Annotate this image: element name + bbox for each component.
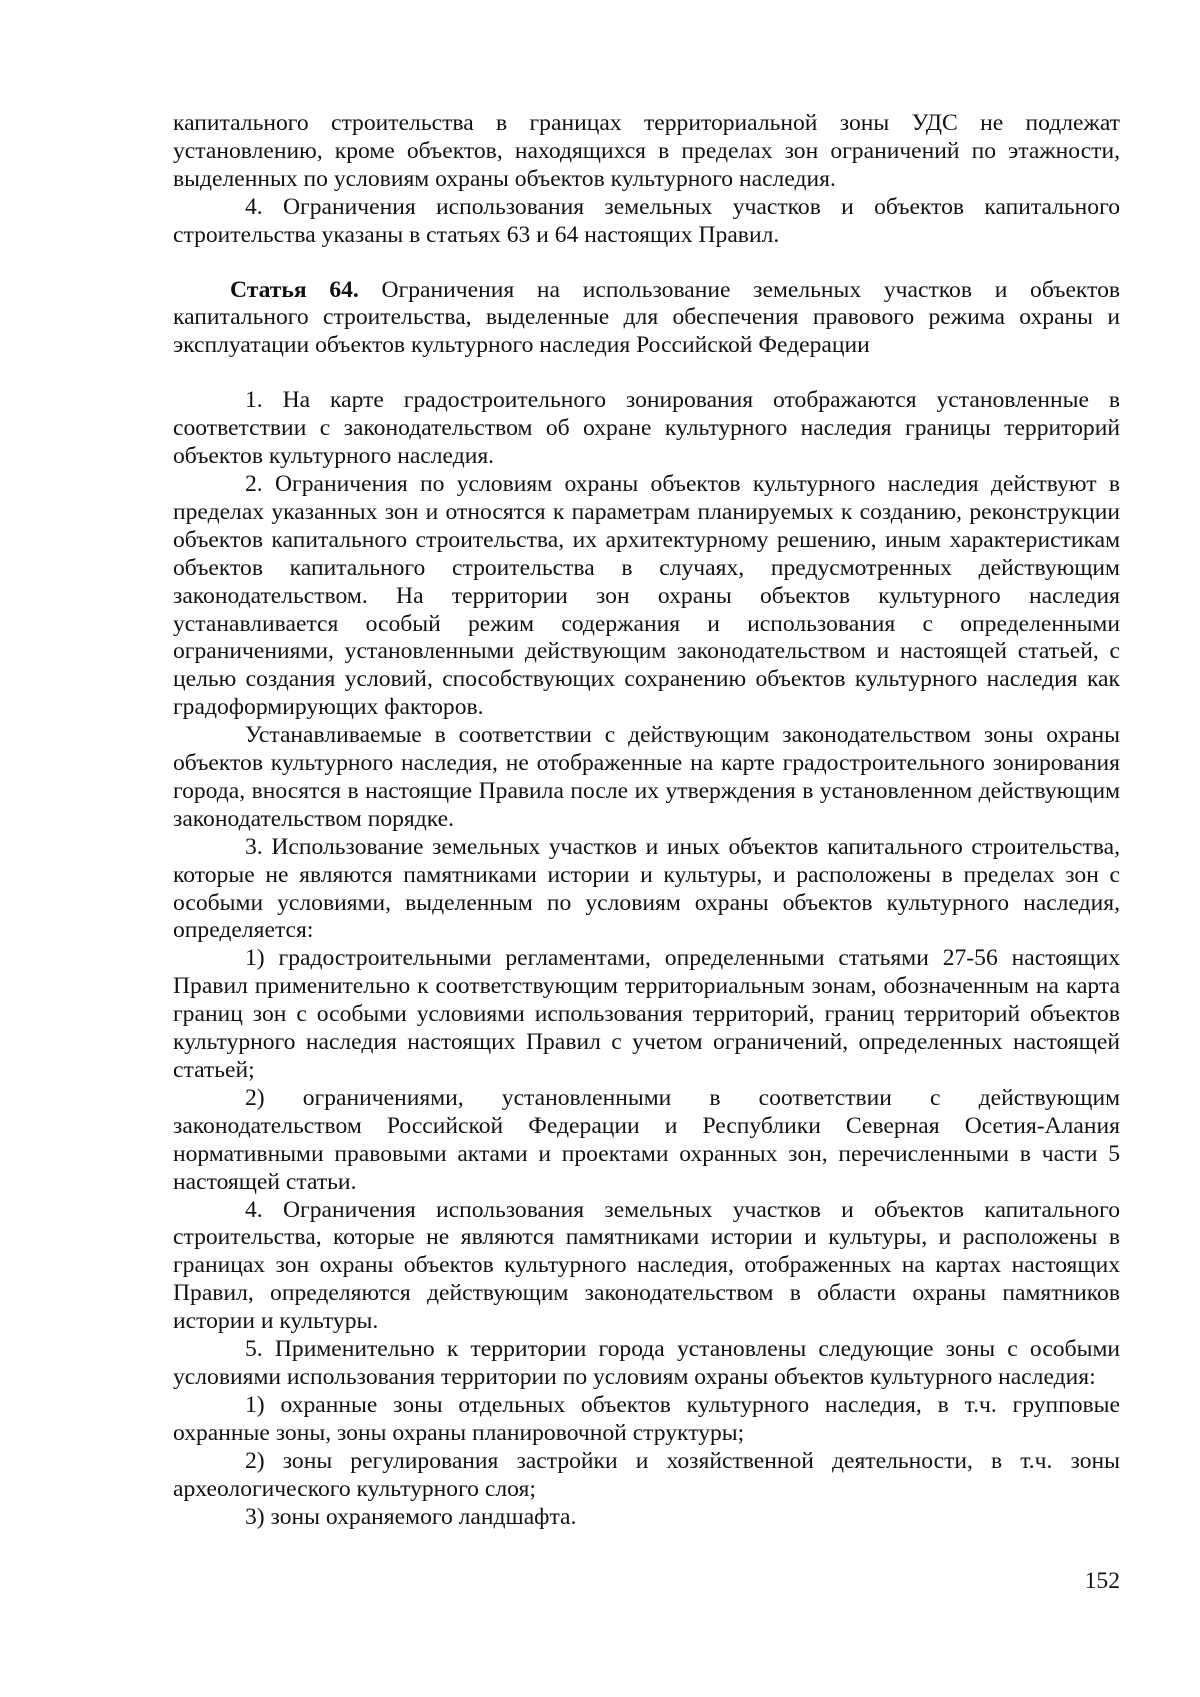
paragraph-item-3-land-use: 3. Использование земельных участков и иных объектов капитального строительства, которые не являются памятниками истории и культуры, и расположены в пределах зон с особыми условиями, выделенным по условиям охраны объектов культурного наследия, определяется: <box>173 833 1120 944</box>
paragraph-continuation: капитального строительства в границах территориальной зоны УДС не подлежат установлению, кроме объектов, находящихся в пределах зон ограничений по этажности, выделенных по условиям охраны объектов культурного наследия. <box>173 110 1120 192</box>
paragraph-protection-zones: Устанавливаемые в соответствии с действующим законодательством зоны охраны объектов культурного наследия, не отображенные на карте градостроительного зонирования города, вносятся в настоящие Правила после их утверждения в установленном действующим законодательством порядке. <box>173 722 1120 832</box>
paragraph-subitem-1-regulations: 1) градостроительными регламентами, определенными статьями 27-56 настоящих Правил применительно к соответствующим территориальным зонам, обозначенным на карта границ зон с особыми условиями использования территорий, границ территорий объектов культурного наследия настоящих Правил с учетом ограничений, определенных настоящей статьей; <box>173 945 1120 1083</box>
paragraph-item-4-restrictions-reference: 4. Ограничения использования земельных участков и объектов капитального строительства указаны в статьях 63 и 64 настоящих Правил. <box>173 193 1120 248</box>
article-64-heading <box>173 277 1120 361</box>
paragraph-zone-1: 1) охранные зоны отдельных объектов культурного наследия, в т.ч. групповые охранные зоны, зоны охраны планировочной структуры; <box>173 1391 1120 1446</box>
paragraph-zone-2: 2) зоны регулирования застройки и хозяйственной деятельности, в т.ч. зоны археологического культурного слоя; <box>173 1447 1120 1502</box>
paragraph-item-4-restrictions: 4. Ограничения использования земельных участков и объектов капитального строительства, которые не являются памятниками истории и культуры, и расположены в границах зон охраны объектов культурного наследия, отображенных на картах настоящих Правил, определяются действующим законодательством в области охраны памятников истории и культуры. <box>173 1196 1120 1335</box>
paragraph-item-5-zones: 5. Применительно к территории города установлены следующие зоны с особыми условиями использования территории по условиям охраны объектов культурного наследия: <box>173 1336 1120 1390</box>
paragraph-item-1-map: 1. На карте градостроительного зонирования отображаются установленные в соответствии с законодательством об охране культурного наследия границы территорий объектов культурного наследия. <box>173 387 1120 470</box>
document-body <box>173 110 1120 1531</box>
paragraph-subitem-2-restrictions: 2) ограничениями, установленными в соответствии с действующим законодательством Российской Федерации и Республики Северная Осетия-Алания нормативными правовыми актами и проектами охранных зон, перечисленными в части 5 настоящей статьи. <box>173 1084 1120 1195</box>
paragraph-zone-3: 3) зоны охраняемого ландшафта. <box>245 1503 577 1530</box>
page-number: 152 <box>1084 1568 1120 1594</box>
article-64-title: Ограничения на использование земельных участков и объектов капитального строительства, выделенные для обеспечения правового режима охраны и эксплуатации объектов культурного наследия Российской Федерации <box>173 276 1121 359</box>
paragraph-item-2-restrictions: 2. Ограничения по условиям охраны объектов культурного наследия действуют в пределах указанных зон и относятся к параметрам планируемых к созданию, реконструкции объектов капитального строительства, их архитектурному решению, иным характеристикам объектов капитального строительства в случаях, предусмотренных действующим законодательством. На территории зон охраны объектов культурного наследия устанавливается особый режим содержания и использования с определенными ограничениями, установленными действующим законодательством и настоящей статьей, с целью создания условий, способствующих сохранению объектов культурного наследия как градоформирующих факторов. <box>173 470 1120 721</box>
article-64-label: Статья 64. <box>230 276 359 303</box>
